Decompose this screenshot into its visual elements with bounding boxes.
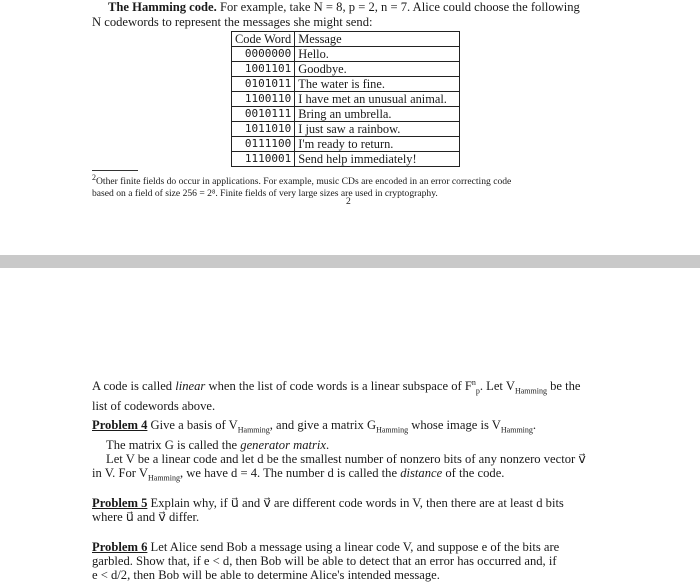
page-top <box>0 0 700 255</box>
footnote-divider <box>92 170 138 171</box>
linear-definition: A code is called linear when the list of code words is a linear subspace of $F^n_p$. Let $V_{Hamming}$ be the list of codewords above. <box>92 376 608 413</box>
p5-line-2: where u⃗ and v⃗ differ. <box>92 510 200 524</box>
footnote <box>92 172 612 200</box>
table-row <box>232 92 460 107</box>
table-header-row <box>232 32 460 47</box>
codeword-table <box>231 31 460 167</box>
subscript-hamming: Hamming <box>376 425 409 435</box>
linear-def-text-4: be the <box>546 379 581 394</box>
message: Goodbye. <box>295 62 460 77</box>
table-row <box>232 47 460 62</box>
problem-6 <box>92 540 608 582</box>
p6-line-3: e < d/2, then Bob will be able to determine Alice's intended message. <box>92 568 440 582</box>
subscript-hamming: Hamming <box>237 425 270 435</box>
code-word: 0000000 <box>232 47 295 62</box>
table-row <box>232 62 460 77</box>
linear-def-text-3: . Let V <box>479 379 515 394</box>
p4-line-4c: of the code. <box>442 465 505 480</box>
p4-line-3: Let V be a linear code and let d be the smallest number of nonzero bits of any nonzero vector v⃗ <box>106 451 586 466</box>
footnote-line-1: Other finite fields do occur in applications. For example, music CDs are encoded in an error correcting code <box>96 176 512 188</box>
problem-5-label: Problem 5 <box>92 496 148 510</box>
message: Send help immediately! <box>295 152 460 167</box>
problem-6-label: Problem 6 <box>92 540 148 554</box>
p4-line-4b: , we have d = 4. The number d is called the <box>180 465 401 480</box>
problem-4 <box>92 418 608 485</box>
code-word: 1001101 <box>232 62 295 77</box>
p5-line-1: Explain why, if u⃗ and v⃗ are different code words in V, then there are at least d bits <box>147 496 564 510</box>
code-word: 1100110 <box>232 92 295 107</box>
p4-line-2-end: . <box>326 437 330 452</box>
p4-text-a: Give a basis of V <box>147 418 238 432</box>
page-separator <box>0 255 700 268</box>
table-row <box>232 107 460 122</box>
message: Hello. <box>295 47 460 62</box>
page-bottom <box>0 268 700 588</box>
distance-term: distance <box>400 465 443 480</box>
message: The water is fine. <box>295 77 460 92</box>
code-word: 0111100 <box>232 137 295 152</box>
linear-def-line-2: list of codewords above. <box>92 398 216 413</box>
intro-text: For example, take N = 8, p = 2, n = 7. Alice could choose the following <box>216 0 580 14</box>
table-row <box>232 137 460 152</box>
p4-line-2: The matrix G is called the <box>106 437 241 452</box>
code-word: 1011010 <box>232 122 295 137</box>
code-word: 0101011 <box>232 77 295 92</box>
message: I just saw a rainbow. <box>295 122 460 137</box>
p4-text-d: . <box>532 418 537 432</box>
linear-term: linear <box>175 379 206 394</box>
p6-line-2: garbled. Show that, if e < d, then Bob will be able to detect that an error has occurred and, if <box>92 554 557 568</box>
message: I have met an unusual animal. <box>295 92 460 107</box>
table-row <box>232 122 460 137</box>
footnote-mark: 2 <box>92 173 96 182</box>
code-word: 1110001 <box>232 152 295 167</box>
section-heading: The Hamming code. <box>108 0 217 14</box>
linear-def-text: A code is called <box>92 379 176 394</box>
subscript-hamming: Hamming <box>500 425 533 435</box>
intro-line-1 <box>108 0 580 15</box>
problem-5 <box>92 496 608 524</box>
message: I'm ready to return. <box>295 137 460 152</box>
header-code-word: Code Word <box>232 32 295 47</box>
footnote-line-2: based on a field of size 256 = 2⁸. Finite fields of very large sizes are used in cryptography. <box>92 188 438 200</box>
table-row <box>232 152 460 167</box>
generator-matrix-term: generator matrix <box>240 437 326 452</box>
table-row <box>232 77 460 92</box>
subscript-hamming: Hamming <box>514 386 547 396</box>
subscript-hamming: Hamming <box>148 473 180 483</box>
linear-def-text-2: when the list of code words is a linear subspace of F <box>205 379 472 394</box>
header-message: Message <box>295 32 460 47</box>
p4-line-4a: in V. For V <box>92 465 148 480</box>
intro-line-2: N codewords to represent the messages she might send: <box>92 15 373 29</box>
code-word: 0010111 <box>232 107 295 122</box>
message: Bring an umbrella. <box>295 107 460 122</box>
p4-text-c: whose image is V <box>408 418 501 432</box>
p4-text-b: , and give a matrix G <box>269 418 377 432</box>
page-number: 2 <box>346 196 351 207</box>
p6-line-1: Let Alice send Bob a message using a linear code V, and suppose e of the bits are <box>147 540 560 554</box>
problem-4-label: Problem 4 <box>92 418 148 432</box>
